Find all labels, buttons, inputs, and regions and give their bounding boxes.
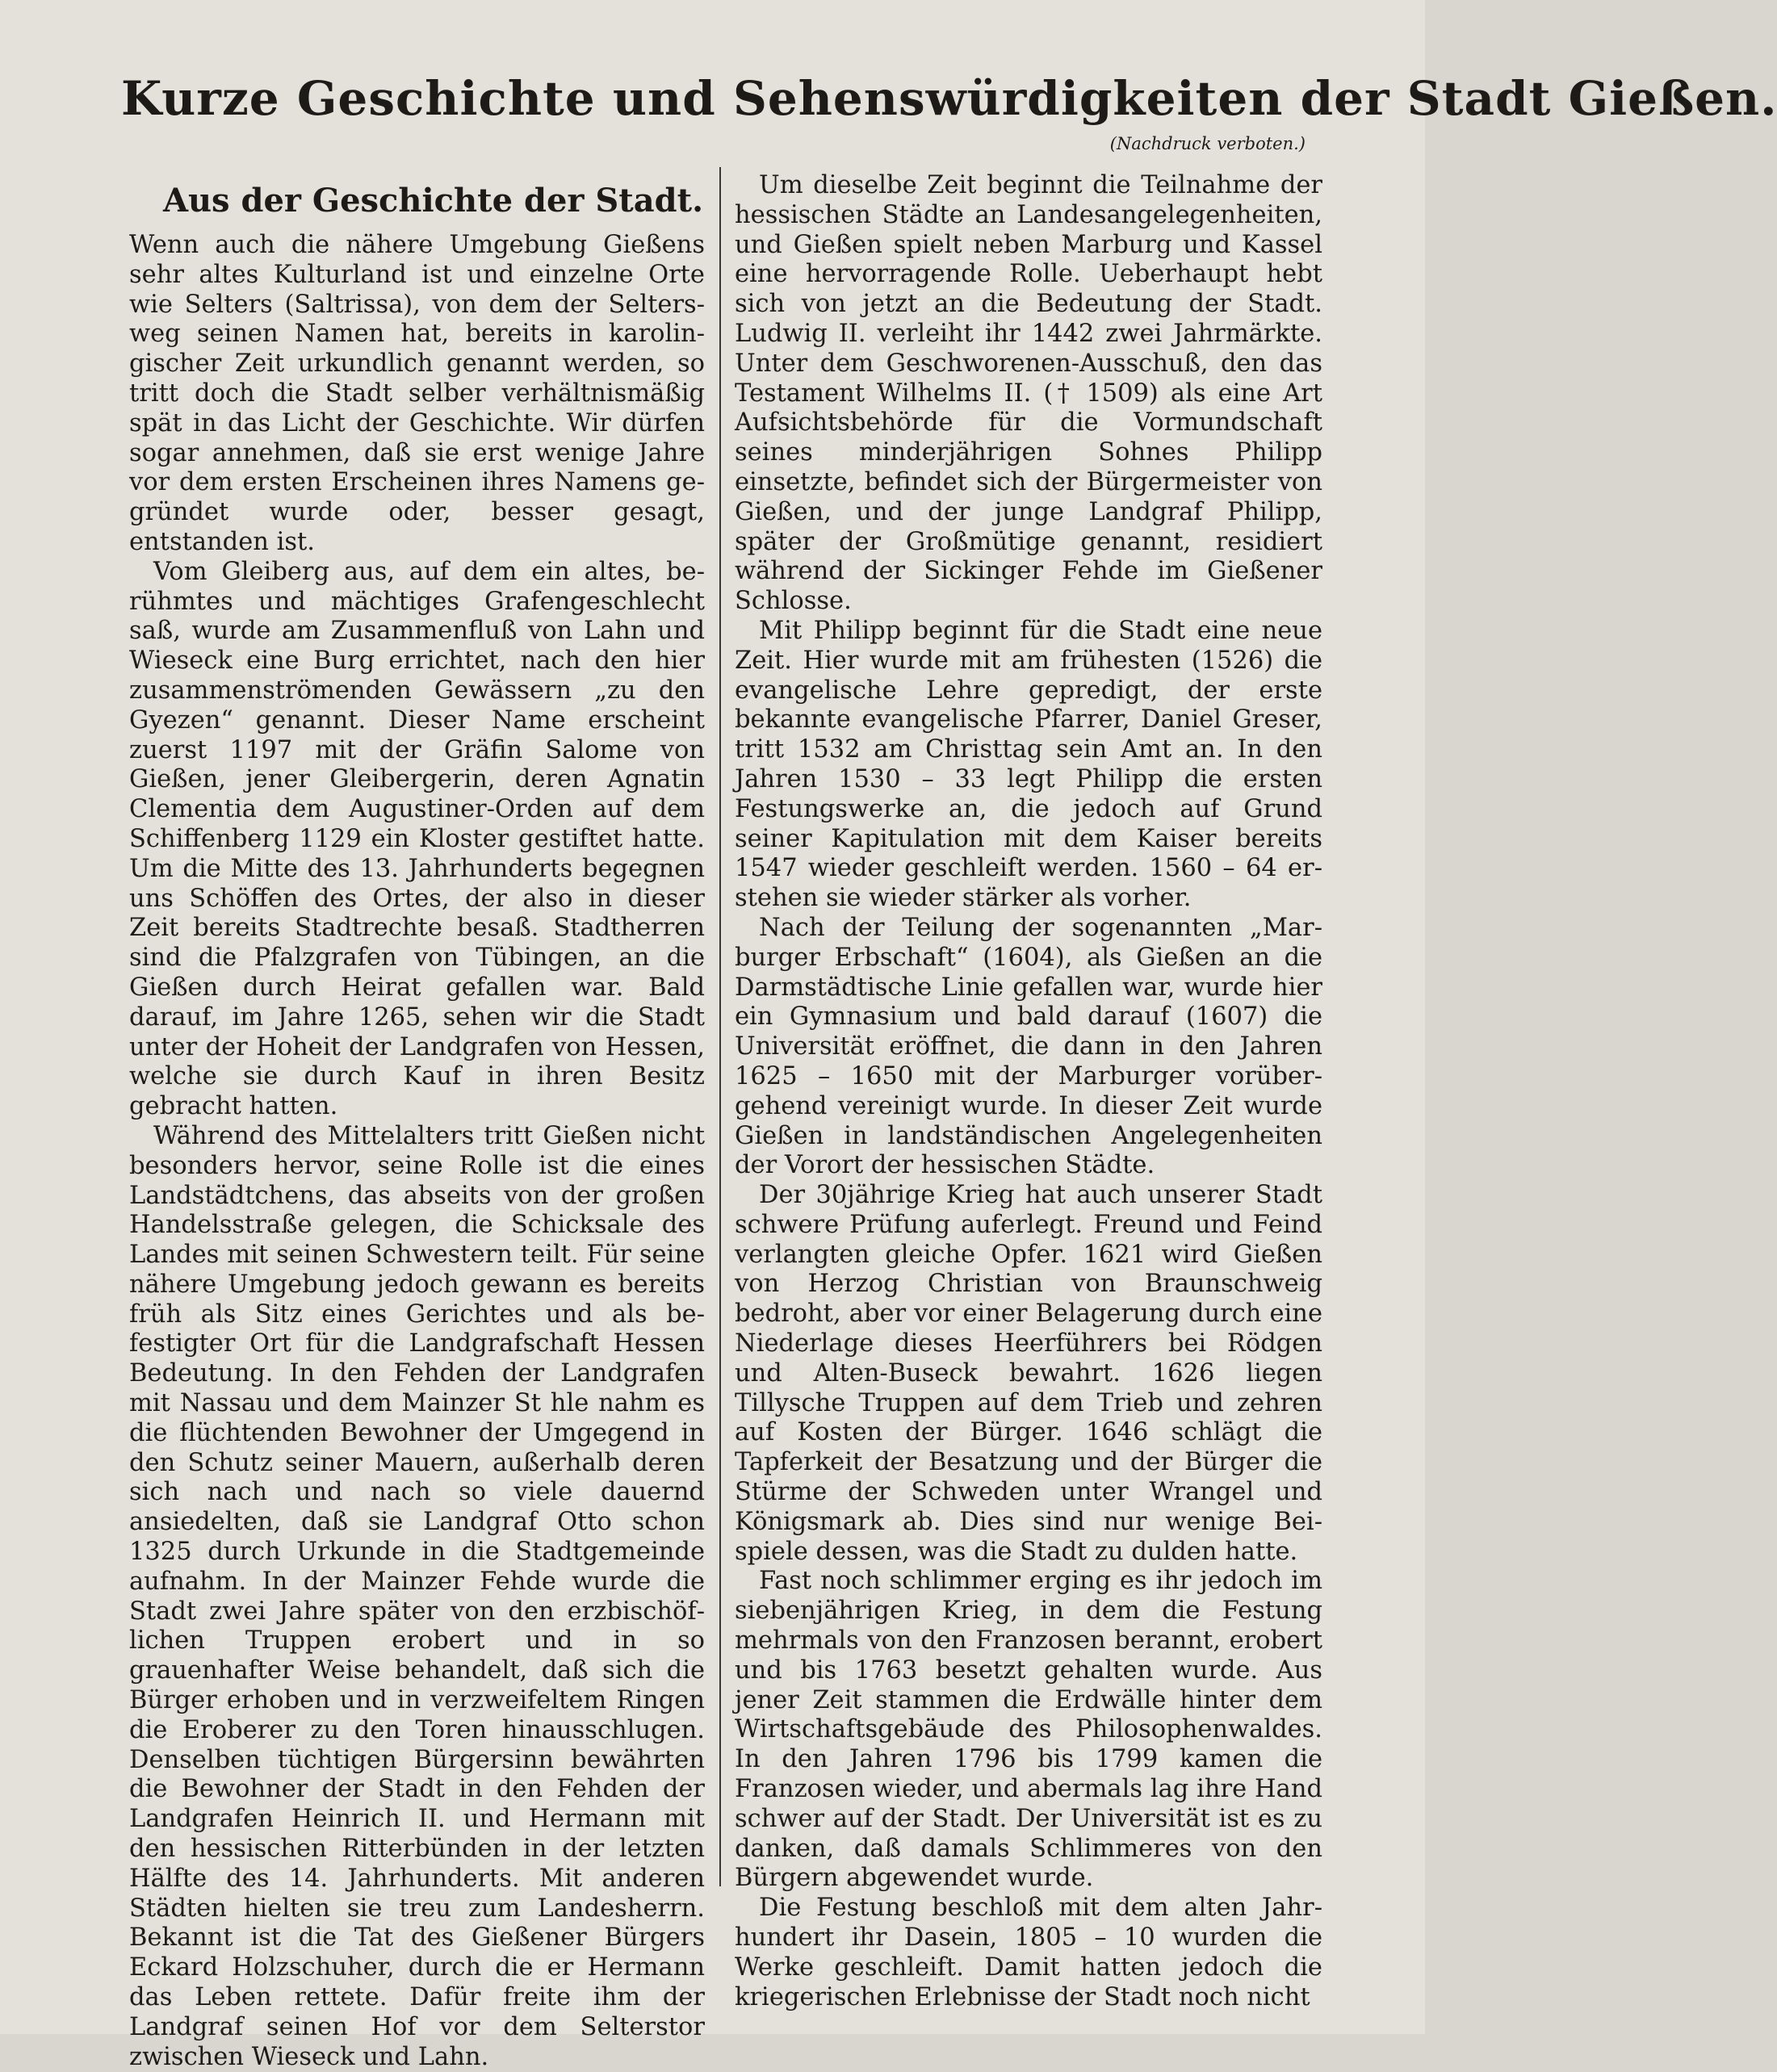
paragraph: Der 30jährige Krieg hat auch unserer Stadt schwere Prüfung auferlegt. Freund und Feind verlangten gleiche Opfer. 1621 wird Gießen von Herzog Christian von Braunschweig bedroht, aber vor einer Belagerung durch eine Niederlage dieses Heerführers bei Rödgen und Alten-Buseck bewahrt. 1626 liegen Tillysche Truppen auf dem Trieb und zehren auf Kosten der Bürger. 1646 schlägt die Tapferkeit der Besatzung und der Bürger die Stürme der Schweden unter Wrangel und Königsmark ab. Dies sind nur wenige Beispiele dessen, was die Stadt zu dulden hatte. [735,1181,1322,1566]
right-column [735,171,1322,2012]
paragraph: Mit Philipp beginnt für die Stadt eine neue Zeit. Hier wurde mit am frühesten (1526) die evangelische Lehre gepredigt, der erste bekannte evangelische Pfarrer, Daniel Greser, tritt 1532 am Christtag sein Amt an. In den Jahren 1530 – 33 legt Philipp die ersten Festungswerke an, die jedoch auf Grund seiner Kapitulation mit dem Kaiser bereits 1547 wieder geschleift werden. 1560 – 64 erstehen sie wieder stärker als vorher. [735,616,1322,913]
section-heading: Aus der Geschichte der Stadt. [162,182,704,220]
paragraph: Die Festung beschloß mit dem alten Jahrhundert ihr Dasein, 1805 – 10 wurden die Werke geschleift. Damit hatten jedoch die kriegerischen Erlebnisse der Stadt noch nicht [735,1894,1322,2011]
left-column [129,171,705,2072]
paragraph: Fast noch schlimmer erging es ihr jedoch im siebenjährigen Krieg, in dem die Festung mehrmals von den Franzosen berannt, erobert und bis 1763 besetzt gehalten wurde. Aus jener Zeit stammen die Erdwälle hinter dem Wirtschaftsgebäude des Philosophenwaldes. In den Jahren 1796 bis 1799 kamen die Franzosen wieder, und abermals lag ihre Hand schwer auf der Stadt. Der Universität ist es zu danken, daß damals Schlimmeres von den Bürgern abgewendet wurde. [735,1567,1322,1893]
paragraph: Nach der Teilung der sogenannten „Marburger Erbschaft“ (1604), als Gießen an die Darmstädtische Linie gefallen war, wurde hier ein Gymnasium und bald darauf (1607) die Universität eröffnet, die dann in den Jahren 1625 – 1650 mit der Marburger vorübergehend vereinigt wurde. In dieser Zeit wurde Gießen in landständischen Angelegenheiten der Vorort der hessischen Städte. [735,913,1322,1180]
page-title: Kurze Geschichte und Sehenswürdigkeiten der Stadt Gießen. [121,71,1777,126]
paragraph: Um dieselbe Zeit beginnt die Teilnahme der hessischen Städte an Landesangelegenheiten, und Gießen spielt neben Marburg und Kassel eine hervorragende Rolle. Ueberhaupt hebt sich von jetzt an die Bedeutung der Stadt. Ludwig II. verleiht ihr 1442 zwei Jahrmärkte. Unter dem Geschworenen-Ausschuß, den das Testament Wilhelms II. († 1509) als eine Art Aufsichtsbehörde für die Vormundschaft seines minderjährigen Sohnes Philipp einsetzte, befindet sich der Bürgermeister von Gießen, und der junge Landgraf Philipp, später der Großmütige genannt, residiert während der Sickinger Fehde im Gießener Schlosse. [735,171,1322,616]
column-divider [719,167,721,1886]
paragraph: Vom Gleiberg aus, auf dem ein altes, berühmtes und mächtiges Grafengeschlecht saß, wurde am Zusammenfluß von Lahn und Wieseck eine Burg errichtet, nach den hier zusammenströmenden Gewässern „zu den Gyezen“ genannt. Dieser Name erscheint zuerst 1197 mit der Gräfin Salome von Gießen, jener Gleibergerin, deren Agnatin Clementia dem Augustiner-Orden auf dem Schiffenberg 1129 ein Kloster gestiftet hatte. Um die Mitte des 13. Jahrhunderts begegnen uns Schöffen des Ortes, der also in dieser Zeit bereits Stadtrechte besaß. Stadtherren sind die Pfalzgrafen von Tübingen, an die Gießen durch Heirat gefallen war. Bald darauf, im Jahre 1265, sehen wir die Stadt unter der Hoheit der Landgrafen von Hessen, welche sie durch Kauf in ihren Besitz gebracht hatten. [129,557,705,1121]
reprint-notice: (Nachdruck verboten.) [1109,134,1306,153]
paragraph: Wenn auch die nähere Umgebung Gießens sehr altes Kulturland ist und einzelne Orte wie Selters (Saltrissa), von dem der Seltersweg seinen Namen hat, bereits in karolingischer Zeit urkundlich genannt werden, so tritt doch die Stadt selber verhältnismäßig spät in das Licht der Geschichte. Wir dürfen sogar annehmen, daß sie erst wenige Jahre vor dem ersten Erscheinen ihres Namens gegründet wurde oder, besser gesagt, entstanden ist. [129,231,705,556]
paragraph: Während des Mittelalters tritt Gießen nicht besonders hervor, seine Rolle ist die eines Landstädtchens, das abseits von der großen Handelsstraße gelegen, die Schicksale des Landes mit seinen Schwestern teilt. Für seine nähere Umgebung jedoch gewann es bereits früh als Sitz eines Gerichtes und als befestigter Ort für die Landgrafschaft Hessen Bedeutung. In den Fehden der Landgrafen mit Nassau und dem Mainzer St hle nahm es die flüchtenden Bewohner der Umgegend in den Schutz seiner Mauern, außerhalb deren sich nach und nach so viele dauernd ansiedelten, daß sie Landgraf Otto schon 1325 durch Urkunde in die Stadtgemeinde aufnahm. In der Mainzer Fehde wurde die Stadt zwei Jahre später von den erzbischöflichen Truppen erobert und in so grauenhafter Weise behandelt, daß sich die Bürger erhoben und in verzweifeltem Ringen die Eroberer zu den Toren hinausschlugen. Denselben tüchtigen Bürgersinn bewährten die Bewohner der Stadt in den Fehden der Landgrafen Heinrich II. und Hermann mit den hessischen Ritterbünden in der letzten Hälfte des 14. Jahrhunderts. Mit anderen Städten hielten sie treu zum Landesherrn. Bekannt ist die Tat des Gießener Bürgers Eckard Holzschuher, durch die er Hermann das Leben rettete. Dafür freite ihm der Landgraf seinen Hof vor dem Selterstor zwischen Wieseck und Lahn. [129,1121,705,2071]
